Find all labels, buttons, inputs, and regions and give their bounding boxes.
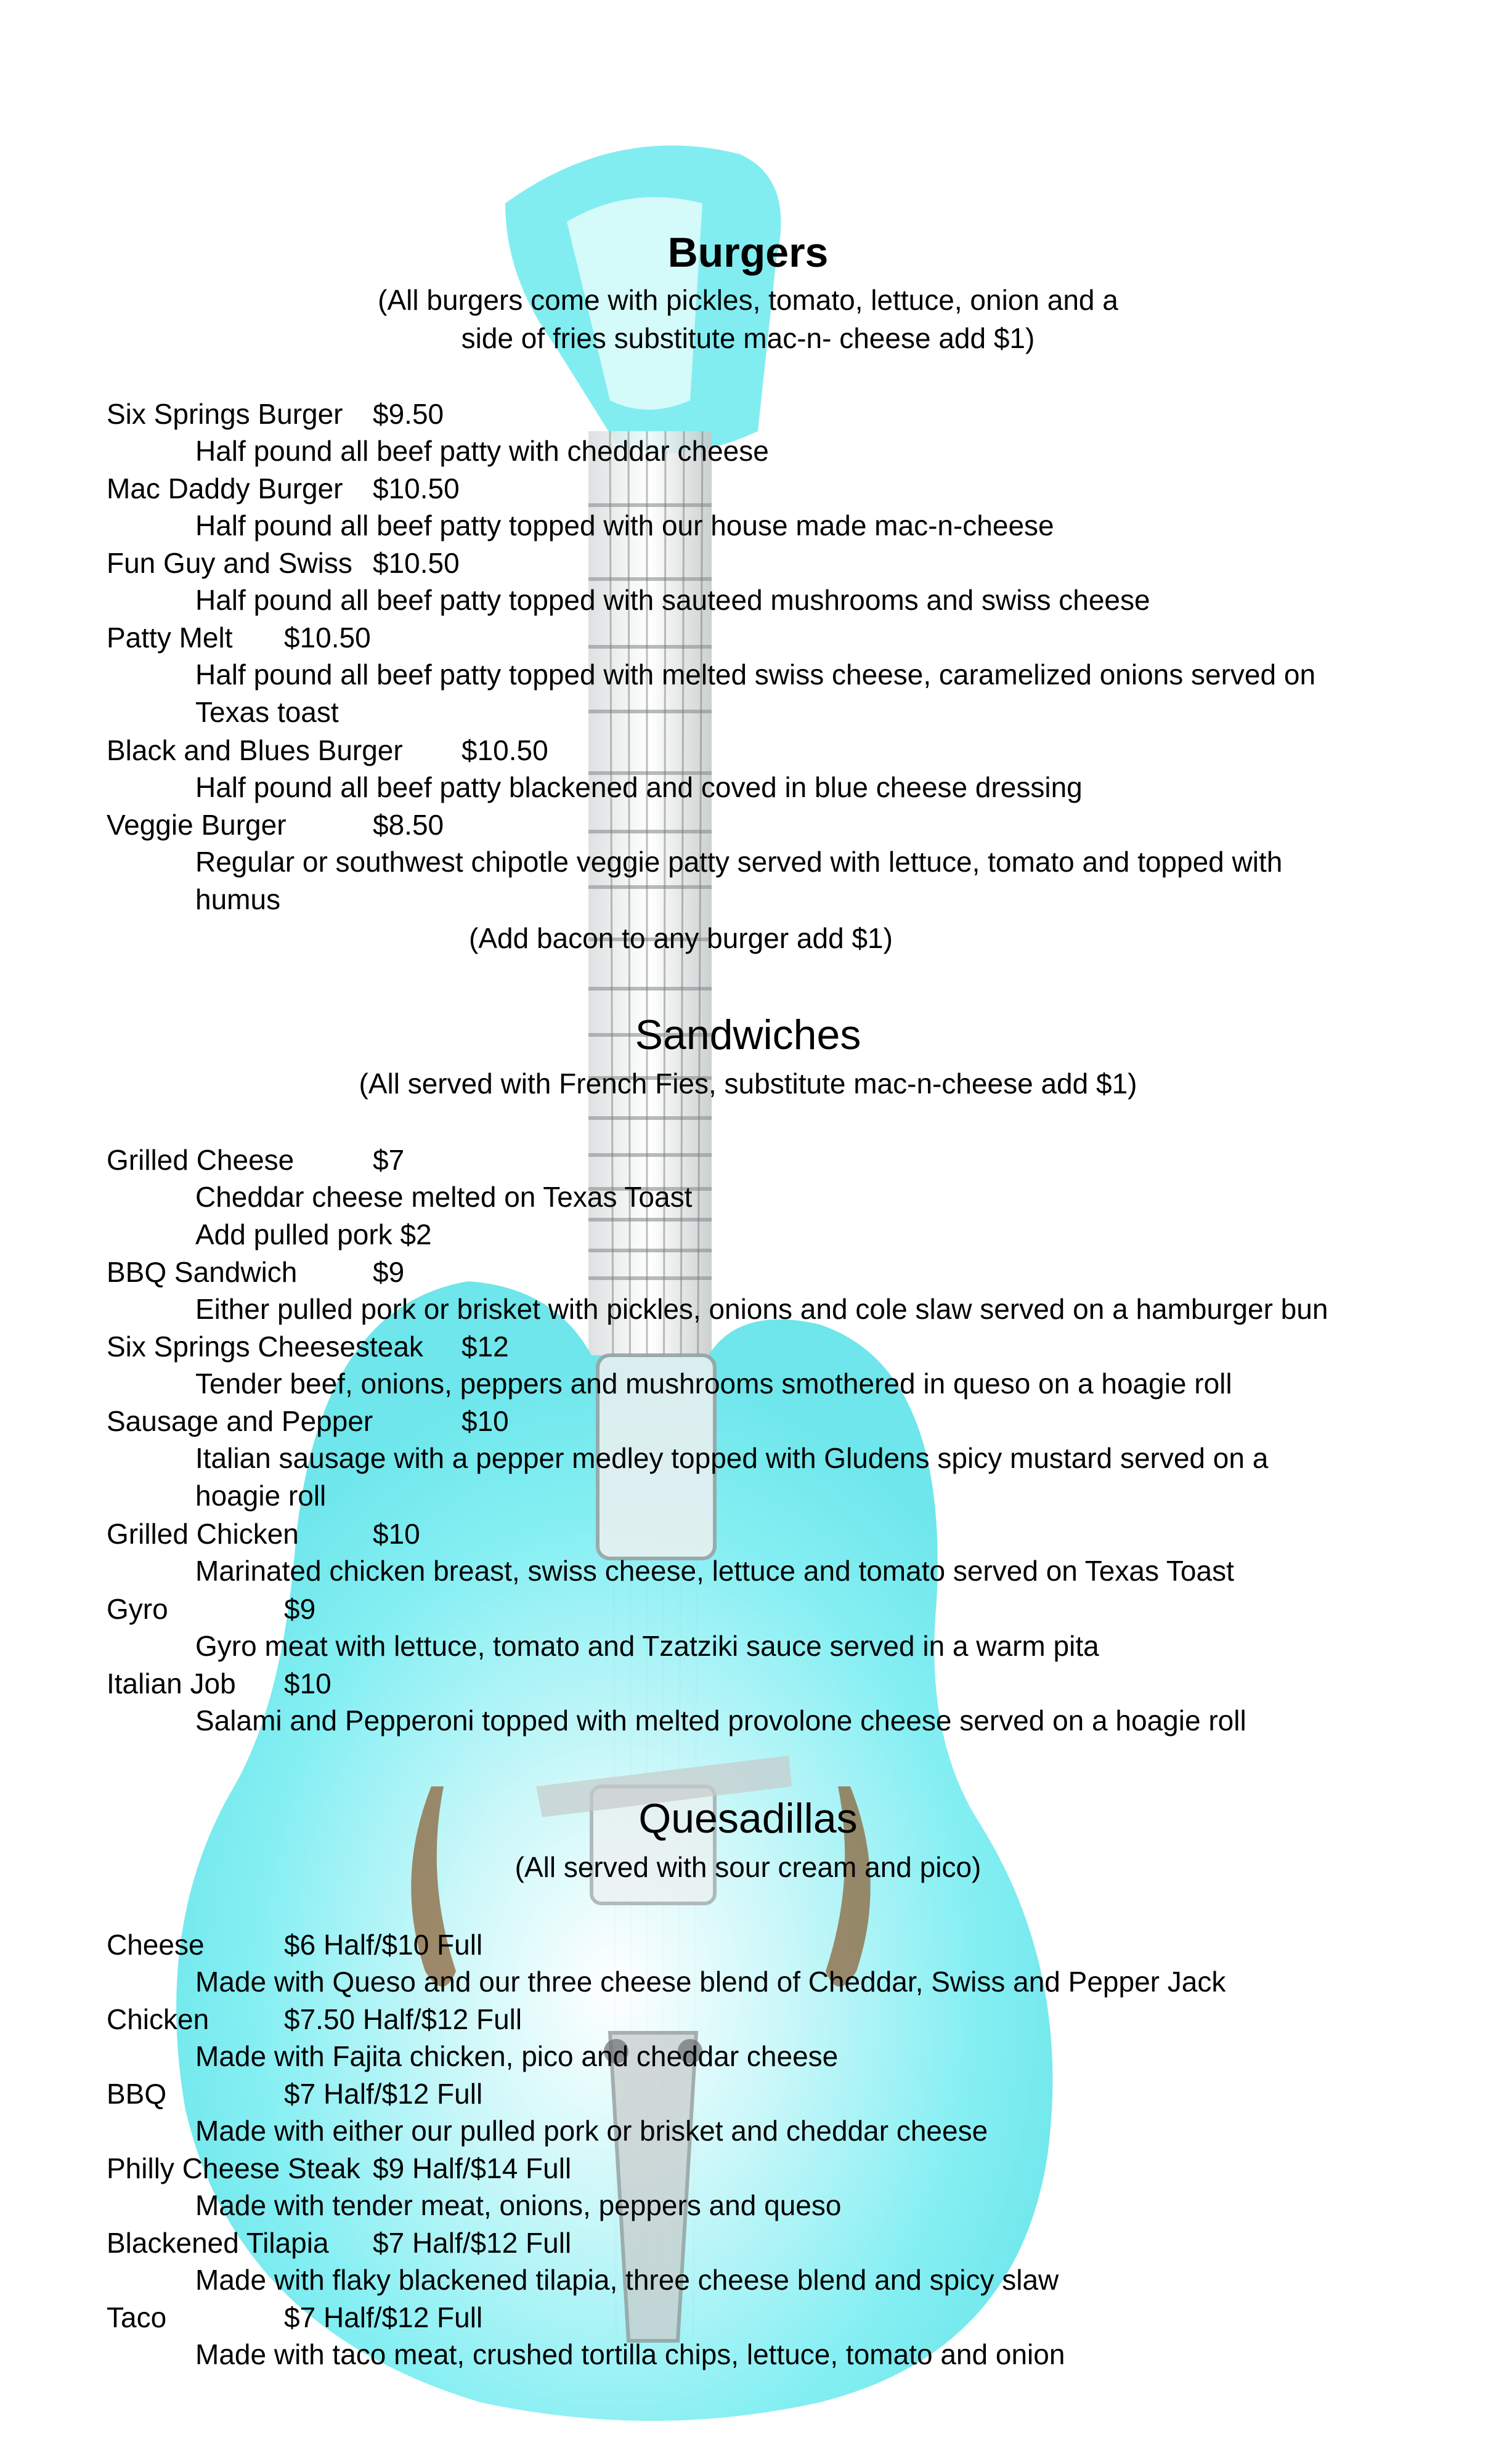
item-description-line: Italian sausage with a pepper medley topped with Gludens spicy mustard served on a [195, 1442, 1269, 1474]
item-price: $9 Half/$14 Full [373, 2152, 572, 2184]
item-name: Gyro [107, 1593, 168, 1625]
item-description [195, 1440, 1483, 1515]
item-price: $10.50 [373, 547, 460, 579]
item-description [195, 2336, 1483, 2373]
item-description-line: Made with tender meat, onions, peppers and queso [195, 2189, 842, 2221]
item-name: Blackened Tilapia [107, 2227, 329, 2259]
item-price: $10 [284, 1668, 331, 1700]
item-name: Black and Blues Burger [107, 734, 403, 766]
item-price: $10.50 [284, 622, 371, 654]
item-name: Grilled Chicken [107, 1518, 299, 1550]
item-name: BBQ [107, 2078, 167, 2110]
item-description-line: hoagie roll [195, 1480, 327, 1512]
item-description-line: Salami and Pepperoni topped with melted provolone cheese served on a hoagie roll [195, 1704, 1246, 1737]
item-description-line: Gyro meat with lettuce, tomato and Tzatziki sauce served in a warm pita [195, 1630, 1099, 1662]
item-description [195, 1365, 1483, 1403]
item-description [195, 1702, 1483, 1740]
sandwiches-heading: Sandwiches [635, 1011, 861, 1058]
item-price: $12 [461, 1331, 509, 1363]
item-price: $6 Half/$10 Full [284, 1929, 483, 1961]
burgers-heading: Burgers [667, 229, 829, 276]
item-name: Veggie Burger [107, 809, 287, 841]
item-description-line: Half pound all beef patty with cheddar cheese [195, 435, 769, 467]
item-price: $8.50 [373, 809, 444, 841]
item-name: Italian Job [107, 1668, 236, 1700]
item-name: Six Springs Burger [107, 398, 343, 430]
quesadillas-note: (All served with sour cream and pico) [514, 1851, 982, 1883]
item-name: Fun Guy and Swiss [107, 547, 352, 579]
item-description-line: Made with Queso and our three cheese blend of Cheddar, Swiss and Pepper Jack [195, 1966, 1226, 1998]
item-description [195, 1552, 1483, 1590]
item-description-line: Regular or southwest chipotle veggie patty served with lettuce, tomato and topped with [195, 846, 1283, 878]
item-description-line: Made with flaky blackened tilapia, three cheese blend and spicy slaw [195, 2264, 1059, 2296]
item-name: Sausage and Pepper [107, 1405, 373, 1437]
item-price: $7 [373, 1144, 405, 1176]
item-description [195, 769, 1483, 806]
sandwiches-note: (All served with French Fies, substitute mac-n-cheese add $1) [359, 1068, 1137, 1100]
burgers-footer-note: (Add bacon to any burger add $1) [469, 922, 893, 954]
item-price: $7 Half/$12 Full [373, 2227, 572, 2259]
item-price: $9 [373, 1256, 405, 1288]
item-description [195, 1963, 1483, 2001]
item-price: $9 [284, 1593, 316, 1625]
item-name: Grilled Cheese [107, 1144, 295, 1176]
item-description-line: Half pound all beef patty topped with melted swiss cheese, caramelized onions served on [195, 659, 1316, 691]
item-description-line: Half pound all beef patty blackened and coved in blue cheese dressing [195, 771, 1083, 803]
item-price: $10 [461, 1405, 509, 1437]
item-price: $7.50 Half/$12 Full [284, 2003, 522, 2035]
item-description-line: Cheddar cheese melted on Texas Toast [195, 1181, 693, 1213]
item-description [195, 582, 1483, 619]
item-name: BBQ Sandwich [107, 1256, 298, 1288]
item-description-line: Texas toast [195, 696, 339, 728]
item-description [195, 1178, 1483, 1254]
item-name: Taco [107, 2301, 167, 2333]
item-description [195, 656, 1483, 731]
item-name: Six Springs Cheesesteak [107, 1331, 423, 1363]
item-description [195, 432, 1483, 470]
item-name: Patty Melt [107, 622, 233, 654]
burgers-note-line-1: (All burgers come with pickles, tomato, lettuce, onion and a [378, 284, 1118, 316]
item-description-line: Either pulled pork or brisket with pickles, onions and cole slaw served on a hamburger bun [195, 1293, 1328, 1325]
item-description-line: Marinated chicken breast, swiss cheese, lettuce and tomato served on Texas Toast [195, 1555, 1234, 1587]
burgers-note-line-2: side of fries substitute mac-n- cheese add $1) [461, 322, 1035, 354]
item-description [195, 1291, 1483, 1328]
item-description-line: humus [195, 883, 281, 915]
item-description [195, 2038, 1483, 2075]
item-price: $10.50 [461, 734, 548, 766]
item-name: Philly Cheese Steak [107, 2152, 360, 2184]
item-description [195, 2187, 1483, 2224]
item-description-line: Half pound all beef patty topped with our house made mac-n-cheese [195, 509, 1054, 541]
item-name: Cheese [107, 1929, 205, 1961]
quesadillas-heading: Quesadillas [638, 1795, 858, 1842]
item-description-line: Half pound all beef patty topped with sauteed mushrooms and swiss cheese [195, 584, 1150, 616]
item-price: $7 Half/$12 Full [284, 2301, 483, 2333]
item-description [195, 1627, 1483, 1665]
item-price: $7 Half/$12 Full [284, 2078, 483, 2110]
item-price: $10 [373, 1518, 420, 1550]
item-description-line: Made with Fajita chicken, pico and cheddar cheese [195, 2040, 839, 2072]
item-description [195, 507, 1483, 545]
item-description [195, 2112, 1483, 2150]
item-price: $10.50 [373, 472, 460, 505]
item-description-line: Made with taco meat, crushed tortilla chips, lettuce, tomato and onion [195, 2338, 1065, 2370]
item-name: Chicken [107, 2003, 209, 2035]
item-price: $9.50 [373, 398, 444, 430]
item-description-line: Made with either our pulled pork or brisket and cheddar cheese [195, 2115, 988, 2147]
item-description [195, 2261, 1483, 2299]
item-name: Mac Daddy Burger [107, 472, 343, 505]
item-description [195, 843, 1483, 918]
item-description-line: Tender beef, onions, peppers and mushrooms smothered in queso on a hoagie roll [195, 1368, 1232, 1400]
item-description-line: Add pulled pork $2 [195, 1218, 432, 1250]
